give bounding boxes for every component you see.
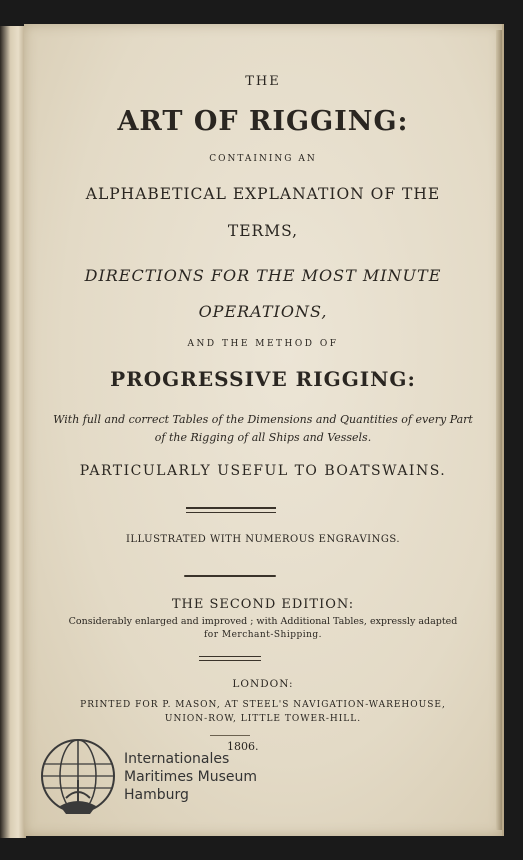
- museum-name-line-2: Maritimes Museum: [124, 769, 258, 785]
- double-rule-bottom: [186, 512, 276, 513]
- globe-ship-logo-icon: [38, 736, 118, 820]
- illustrated-line: ILLUSTRATED WITH NUMEROUS ENGRAVINGS.: [125, 534, 401, 545]
- short-double-rule-bottom: [199, 660, 261, 661]
- short-double-rule-top: [199, 656, 261, 657]
- subtitle-line-2: TERMS,: [227, 222, 299, 240]
- main-title: ART OF RIGGING:: [117, 106, 409, 137]
- imprint-city: LONDON:: [232, 678, 294, 690]
- title-article: THE: [245, 74, 281, 89]
- progressive-rigging-heading: PROGRESSIVE RIGGING:: [110, 367, 416, 391]
- tables-description-line-2: of the Rigging of all Ships and Vessels.: [154, 431, 372, 444]
- title-page: [24, 24, 504, 836]
- imprint-year: 1806.: [227, 740, 259, 753]
- page-right-edge: [496, 30, 502, 830]
- edition-note-line-1: Considerably enlarged and improved ; with Additional Tables, expressly adapted: [68, 616, 458, 627]
- boatswains-line: PARTICULARLY USEFUL TO BOATSWAINS.: [79, 463, 447, 479]
- book-spine-edge: [0, 26, 26, 838]
- containing-line: CONTAINING AN: [209, 154, 317, 164]
- edition-note-line-2: for Merchant-Shipping.: [203, 630, 323, 640]
- imprint-line-2: UNION-ROW, LITTLE TOWER-HILL.: [164, 714, 362, 724]
- directions-line-1: DIRECTIONS FOR THE MOST MINUTE: [84, 266, 442, 285]
- double-rule-top: [186, 507, 276, 509]
- edition-heading: THE SECOND EDITION:: [171, 597, 355, 612]
- tables-description-line-1: With full and correct Tables of the Dimensions and Quantities of every Part: [53, 413, 473, 426]
- imprint-line-1: PRINTED FOR P. MASON, AT STEEL'S NAVIGATION-WAREHOUSE,: [80, 700, 446, 710]
- method-line: AND THE METHOD OF: [187, 339, 339, 349]
- museum-watermark: [38, 736, 338, 822]
- directions-line-2: OPERATIONS,: [198, 302, 328, 321]
- museum-name-line-3: Hamburg: [124, 787, 189, 803]
- ornamental-rule: [184, 575, 276, 577]
- subtitle-line-1: ALPHABETICAL EXPLANATION OF THE: [85, 185, 441, 203]
- museum-name-line-1: Internationales: [124, 751, 230, 767]
